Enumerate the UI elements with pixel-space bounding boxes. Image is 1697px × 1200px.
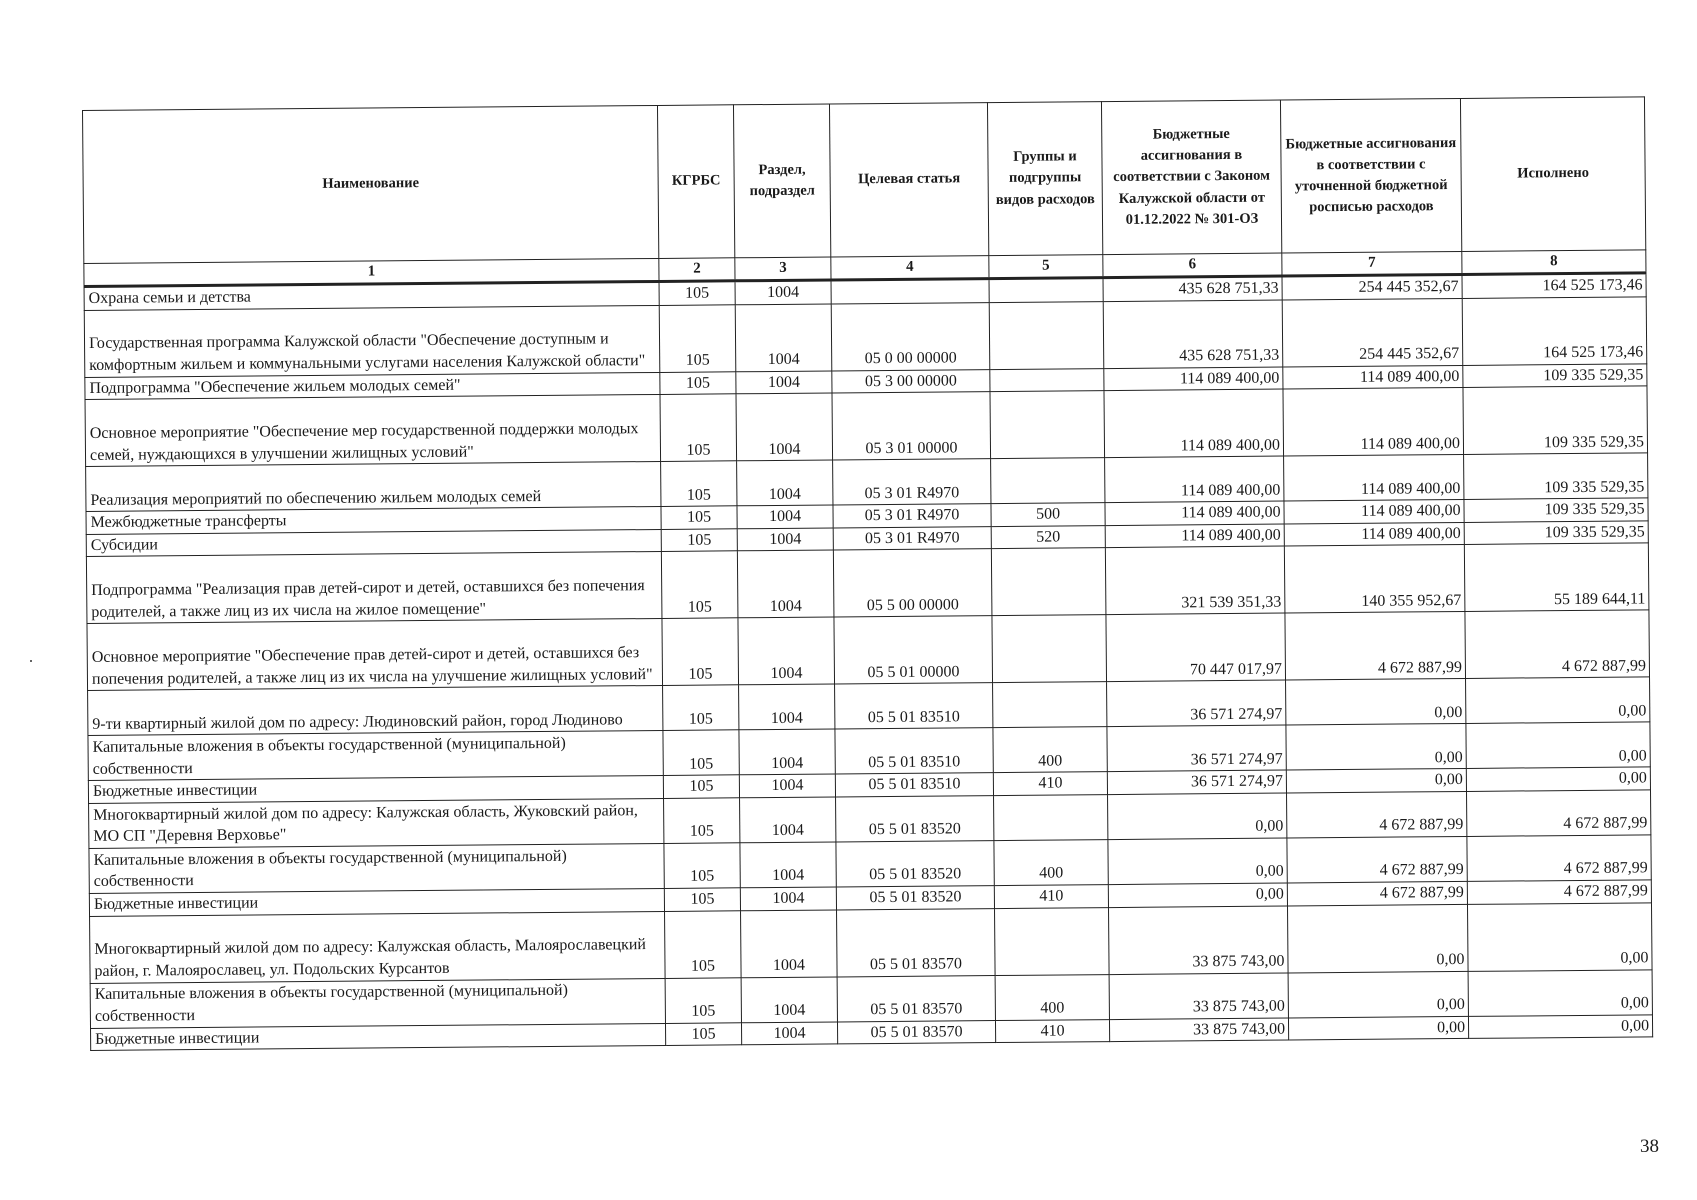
- row-law-allocation: 114 089 400,00: [1105, 456, 1284, 503]
- row-kgrbs: 105: [663, 685, 739, 731]
- row-refined-allocation: 4 672 887,99: [1285, 612, 1466, 681]
- row-name: Субсидии: [86, 529, 661, 557]
- row-refined-allocation: 254 445 352,67: [1282, 298, 1463, 367]
- row-law-allocation: 0,00: [1108, 838, 1287, 885]
- header-section: Раздел, подраздел: [733, 104, 830, 258]
- header-expense-group: Группы и подгруппы видов расходов: [987, 102, 1102, 256]
- row-executed: 164 525 173,46: [1462, 273, 1646, 298]
- row-kgrbs: 105: [665, 977, 741, 1023]
- row-expense-group: 400: [994, 840, 1108, 886]
- table-body: [84, 273, 1653, 1051]
- row-law-allocation: 70 447 017,97: [1106, 613, 1286, 682]
- row-executed: 109 335 529,35: [1464, 498, 1648, 522]
- row-refined-allocation: 0,00: [1288, 1016, 1468, 1040]
- row-target-article: 05 5 01 83570: [837, 975, 995, 1021]
- row-expense-group: [989, 278, 1103, 303]
- header-executed: Исполнено: [1460, 97, 1645, 252]
- row-kgrbs: 105: [665, 1022, 741, 1045]
- row-kgrbs: 105: [662, 618, 739, 686]
- row-target-article: 05 5 01 83570: [837, 908, 996, 976]
- row-executed: 55 189 644,11: [1464, 543, 1649, 612]
- row-expense-group: 410: [993, 772, 1107, 796]
- row-name: Государственная программа Калужской области "Обеспечение доступным и комфортным жильем и коммунальными услугами населения Калужской области": [84, 305, 660, 377]
- column-number: 8: [1462, 250, 1646, 275]
- row-name: Межбюджетные трансферты: [86, 507, 661, 535]
- row-expense-group: 400: [995, 974, 1109, 1020]
- row-law-allocation: 33 875 743,00: [1108, 906, 1288, 975]
- row-executed: 4 672 887,99: [1465, 610, 1650, 679]
- row-name: Капитальные вложения в объекты государственной (муниципальной) собственности: [88, 731, 663, 781]
- row-target-article: 05 0 00 00000: [831, 302, 990, 370]
- row-law-allocation: 33 875 743,00: [1109, 1018, 1288, 1042]
- column-number: 6: [1103, 253, 1282, 278]
- row-law-allocation: 0,00: [1108, 883, 1287, 907]
- row-section: 1004: [741, 910, 838, 978]
- column-number: 5: [989, 255, 1103, 279]
- row-target-article: 05 5 00 00000: [833, 549, 992, 617]
- row-refined-allocation: 114 089 400,00: [1284, 522, 1464, 546]
- row-executed: 109 335 529,35: [1463, 363, 1647, 387]
- row-section: 1004: [737, 460, 833, 506]
- row-target-article: 05 5 01 83520: [836, 841, 994, 887]
- row-name: Капитальные вложения в объекты государственной (муниципальной) собственности: [90, 978, 665, 1028]
- row-expense-group: [993, 682, 1107, 728]
- table-row: [86, 543, 1649, 624]
- row-section: 1004: [740, 797, 836, 843]
- row-executed: 0,00: [1468, 969, 1652, 1016]
- budget-execution-table: [82, 96, 1653, 1051]
- row-name: Реализация мероприятий по обеспечению жильем молодых семей: [86, 462, 661, 512]
- table-row: [84, 296, 1647, 377]
- header-target-article: Целевая статья: [829, 103, 988, 257]
- row-target-article: 05 5 01 83520: [836, 796, 994, 842]
- row-law-allocation: 0,00: [1108, 793, 1287, 840]
- row-refined-allocation: 4 672 887,99: [1287, 881, 1467, 905]
- row-name: Подпрограмма "Обеспечение жильем молодых семей": [85, 372, 660, 400]
- row-name: Подпрограмма "Реализация прав детей-сирот и детей, оставшихся без попечения родителей, а также лиц из их числа на жилое помещение": [86, 552, 662, 624]
- column-number: 3: [735, 257, 831, 281]
- row-section: 1004: [735, 304, 832, 372]
- row-section: 1004: [739, 774, 835, 797]
- row-kgrbs: 105: [659, 304, 736, 372]
- row-law-allocation: 114 089 400,00: [1105, 524, 1284, 548]
- row-target-article: 05 3 01 R4970: [833, 459, 991, 505]
- row-refined-allocation: 114 089 400,00: [1284, 455, 1464, 502]
- row-kgrbs: 105: [659, 281, 735, 305]
- row-target-article: [831, 279, 989, 304]
- row-kgrbs: 105: [664, 888, 740, 911]
- row-target-article: 05 3 01 R4970: [833, 504, 991, 528]
- row-target-article: 05 5 01 83520: [836, 886, 994, 910]
- row-law-allocation: 114 089 400,00: [1105, 501, 1284, 525]
- row-law-allocation: 33 875 743,00: [1109, 973, 1288, 1020]
- row-refined-allocation: 0,00: [1287, 904, 1468, 973]
- row-law-allocation: 36 571 274,97: [1107, 680, 1286, 727]
- row-law-allocation: 36 571 274,97: [1107, 770, 1286, 794]
- header-refined-allocation: Бюджетные ассигнования в соответствии с уточненной бюджетной росписью расходов: [1280, 98, 1461, 253]
- row-executed: 4 672 887,99: [1466, 790, 1650, 837]
- row-law-allocation: 435 628 751,33: [1103, 300, 1283, 369]
- column-number: 4: [831, 256, 989, 280]
- row-target-article: 05 5 01 83570: [837, 1020, 995, 1044]
- row-kgrbs: 105: [661, 551, 738, 619]
- row-executed: 0,00: [1467, 902, 1652, 971]
- row-executed: 109 335 529,35: [1464, 453, 1648, 500]
- row-kgrbs: 105: [660, 394, 737, 462]
- row-section: 1004: [737, 550, 834, 618]
- row-expense-group: [990, 391, 1105, 459]
- row-kgrbs: 105: [661, 529, 737, 552]
- table-row: [87, 610, 1650, 691]
- header-kgrbs: КГРБС: [657, 105, 734, 259]
- row-executed: 164 525 173,46: [1462, 296, 1647, 365]
- row-expense-group: 410: [995, 1019, 1109, 1043]
- row-refined-allocation: 0,00: [1288, 971, 1468, 1018]
- row-refined-allocation: 254 445 352,67: [1282, 274, 1462, 299]
- row-section: 1004: [741, 977, 837, 1023]
- column-number: 7: [1282, 251, 1462, 276]
- page-number: 38: [1640, 1136, 1659, 1157]
- row-section: 1004: [741, 1022, 837, 1045]
- row-law-allocation: 36 571 274,97: [1107, 725, 1286, 772]
- column-number: 2: [659, 258, 735, 282]
- row-section: 1004: [736, 393, 833, 461]
- row-name: Бюджетные инвестиции: [91, 1023, 666, 1051]
- row-expense-group: 500: [991, 503, 1105, 527]
- row-refined-allocation: 4 672 887,99: [1287, 836, 1467, 883]
- row-section: 1004: [740, 842, 836, 888]
- row-name: Бюджетные инвестиции: [89, 888, 664, 916]
- row-target-article: 05 3 01 R4970: [833, 526, 991, 550]
- row-law-allocation: 321 539 351,33: [1105, 546, 1285, 615]
- row-name: Многоквартирный жилой дом по адресу: Калужская область, Малоярославецкий район, г. Малоярославец, ул. Подольских Курсантов: [90, 911, 666, 983]
- row-kgrbs: 105: [661, 461, 737, 507]
- row-executed: 109 335 529,35: [1463, 386, 1648, 455]
- row-law-allocation: 435 628 751,33: [1103, 276, 1282, 301]
- row-target-article: 05 5 01 83510: [835, 773, 993, 797]
- header-name: Наименование: [83, 105, 659, 263]
- row-section: 1004: [738, 617, 835, 685]
- row-section: 1004: [737, 505, 833, 528]
- row-kgrbs: 105: [663, 730, 739, 776]
- row-kgrbs: 105: [664, 843, 740, 889]
- row-executed: 0,00: [1466, 677, 1650, 724]
- row-kgrbs: 105: [665, 910, 742, 978]
- row-executed: 0,00: [1468, 1014, 1652, 1038]
- row-name: Охрана семьи и детства: [84, 281, 659, 310]
- row-law-allocation: 114 089 400,00: [1104, 389, 1284, 458]
- row-expense-group: [991, 548, 1106, 616]
- row-name: Бюджетные инвестиции: [88, 776, 663, 804]
- row-expense-group: [994, 907, 1109, 975]
- row-section: 1004: [735, 280, 831, 304]
- row-kgrbs: 105: [664, 798, 740, 844]
- row-refined-allocation: 140 355 952,67: [1284, 545, 1465, 614]
- row-name: Многоквартирный жилой дом по адресу: Калужская область, Жуковский район, МО СП "Деревня Верховье": [89, 798, 664, 848]
- row-expense-group: [994, 795, 1108, 841]
- budget-table-sheet: [82, 96, 1652, 1051]
- row-executed: 109 335 529,35: [1464, 521, 1648, 545]
- header-law-allocation: Бюджетные ассигнования в соответствии с Законом Калужской области от 01.12.2022 № 301-ОЗ: [1101, 100, 1281, 255]
- table-header: [83, 97, 1646, 287]
- row-name: Основное мероприятие "Обеспечение прав детей-сирот и детей, оставшихся без попечения родителей, а также лиц из их числа на улучшение жилищных условий": [87, 619, 663, 691]
- column-number: 1: [84, 258, 659, 286]
- row-expense-group: [991, 458, 1105, 504]
- row-kgrbs: 105: [663, 775, 739, 798]
- row-expense-group: 400: [993, 727, 1107, 773]
- row-target-article: 05 3 00 00000: [832, 369, 990, 393]
- row-executed: 4 672 887,99: [1467, 880, 1651, 904]
- row-name: Капитальные вложения в объекты государственной (муниципальной) собственности: [89, 843, 664, 893]
- row-target-article: 05 3 01 00000: [832, 392, 991, 460]
- row-executed: 4 672 887,99: [1467, 835, 1651, 882]
- row-name: 9-ти квартирный жилой дом по адресу: Людиновский район, город Людиново: [88, 686, 663, 736]
- row-executed: 0,00: [1466, 722, 1650, 769]
- row-refined-allocation: 0,00: [1286, 724, 1466, 771]
- row-refined-allocation: 114 089 400,00: [1283, 388, 1464, 457]
- row-kgrbs: 105: [660, 371, 736, 394]
- row-refined-allocation: 114 089 400,00: [1283, 365, 1463, 389]
- row-expense-group: [992, 615, 1107, 683]
- row-refined-allocation: 114 089 400,00: [1284, 500, 1464, 524]
- scan-speck: [30, 660, 32, 662]
- row-refined-allocation: 0,00: [1286, 679, 1466, 726]
- row-section: 1004: [740, 887, 836, 910]
- row-expense-group: 410: [994, 885, 1108, 909]
- row-refined-allocation: 0,00: [1286, 769, 1466, 793]
- row-target-article: 05 5 01 83510: [835, 683, 993, 729]
- row-expense-group: [990, 368, 1104, 392]
- row-section: 1004: [739, 729, 835, 775]
- row-kgrbs: 105: [661, 506, 737, 529]
- row-name: Основное мероприятие "Обеспечение мер государственной поддержки молодых семей, нуждающихся в улучшении жилищных условий": [85, 395, 661, 467]
- table-row: [85, 386, 1648, 467]
- row-refined-allocation: 4 672 887,99: [1287, 791, 1467, 838]
- row-expense-group: 520: [991, 525, 1105, 549]
- row-target-article: 05 5 01 00000: [834, 616, 993, 684]
- row-section: 1004: [736, 371, 832, 394]
- row-section: 1004: [739, 684, 835, 730]
- row-target-article: 05 5 01 83510: [835, 728, 993, 774]
- row-law-allocation: 114 089 400,00: [1104, 367, 1283, 391]
- row-expense-group: [989, 301, 1104, 369]
- row-section: 1004: [737, 528, 833, 551]
- row-executed: 0,00: [1466, 767, 1650, 791]
